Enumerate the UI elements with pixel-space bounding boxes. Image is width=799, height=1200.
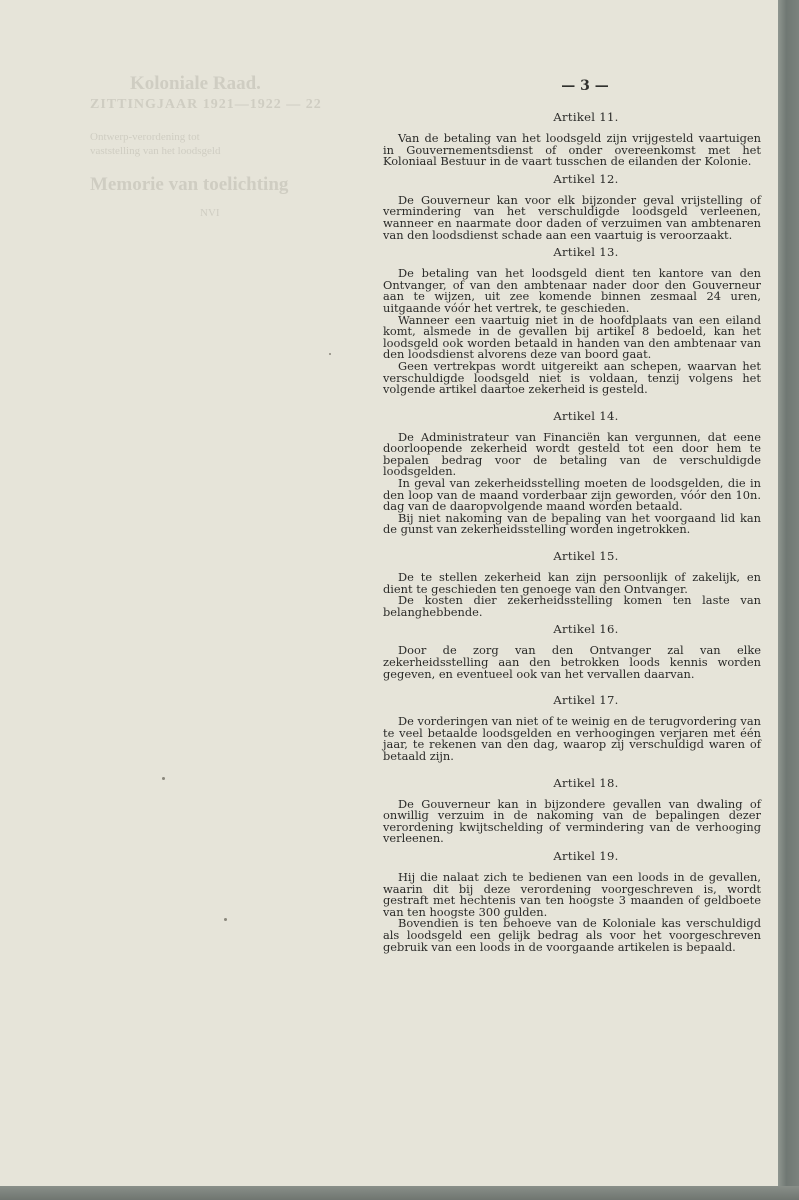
article-heading: Artikel 19. (553, 848, 619, 863)
article-paragraph: Bij niet nakoming van de bepaling van het voorgaand lid kan de gunst van zekerheidsstelling worden ingetrokken. (383, 510, 761, 537)
paper-speck (224, 918, 227, 921)
article-paragraph: De te stellen zekerheid kan zijn persoonlijk of zakelijk, en dient te geschieden ten genoege van den Ontvanger. (383, 570, 761, 596)
article-heading: Artikel 14. (553, 408, 619, 423)
article-18 (383, 776, 761, 845)
article-paragraph: In geval van zekerheidsstelling moeten de loodsgelden, die in den loop van de maand vorderbaar zijn geworden, vóór den 10n. dag van de daaropvolgende maand worden betaald. (383, 476, 761, 514)
article-paragraph: De Gouverneur kan in bijzondere gevallen van dwaling of onwillig verzuim in de nakoming van de bepalingen dezer verordening kwijtschelding of vermindering van de verhooging verleenen. (383, 796, 761, 846)
article-11 (383, 110, 761, 168)
article-paragraph: Door de zorg van den Ontvanger zal van elke zekerheidsstelling aan den betrokken loods kennis worden gegeven, en eventueel ook van het vervallen daarvan. (383, 643, 761, 681)
article-paragraph: De betaling van het loodsgeld dient ten kantore van den Ontvanger, of van den ambtenaar nader door den Gouverneur aan te wijzen, uit zee komende binnen zesmaal 24 uren, uitgaande vóór het vertrek, te geschieden. (383, 266, 761, 315)
article-heading: Artikel 17. (553, 693, 619, 708)
ghost-line: Memorie van toelichting (90, 173, 289, 195)
article-15 (383, 549, 761, 618)
article-paragraph: Hij die nalaat zich te bedienen van een loods in de gevallen, waarin dit bij deze verordening voorgeschreven is, wordt gestraft met hechtenis van ten hoogste 3 maanden of geldboete van ten hoogste 300 gulden. (383, 869, 761, 919)
page-number: — 3 — (561, 78, 609, 94)
article-17 (383, 693, 761, 762)
ghost-line: ZITTINGJAAR 1921—1922 — 22 (90, 96, 322, 112)
article-19 (383, 849, 761, 953)
text-column (383, 110, 761, 953)
article-heading: Artikel 11. (553, 110, 619, 124)
paper-speck (162, 777, 165, 780)
ghost-line: Koloniale Raad. (130, 73, 261, 94)
article-16 (383, 622, 761, 680)
article-paragraph: De Gouverneur kan voor elk bijzonder geval vrijstelling of vermindering van het verschuldigde loodsgeld verleenen, wanneer en naarmate door daden of verzuimen van ambtenaren van den loodsdienst schade aan een vaartuig is veroorzaakt. (383, 192, 761, 242)
article-heading: Artikel 18. (553, 775, 619, 790)
article-paragraph: Geen vertrekpas wordt uitgereikt aan schepen, waarvan het verschuldigde loodsgeld niet is voldaan, tenzij volgens het volgende artikel daartoe zekerheid is gesteld. (383, 358, 761, 397)
ghost-line: Ontwerp-verordening tot (90, 131, 200, 144)
ghost-line: vaststelling van het loodsgeld (90, 145, 221, 157)
article-paragraph: Wanneer een vaartuig niet in de hoofdplaats van een eiland komt, alsmede in de gevallen bij artikel 8 bedoeld, kan het loodsgeld ook worden betaald in handen van den ambtenaar van den loodsdienst alvorens deze van boord gaat. (383, 312, 761, 362)
article-14 (383, 409, 761, 536)
paper-speck (329, 353, 331, 355)
article-paragraph: De kosten dier zekerheidsstelling komen ten laste van belanghebbende. (383, 593, 761, 619)
ghost-line: NVI (200, 206, 220, 219)
article-heading: Artikel 13. (553, 245, 619, 260)
article-heading: Artikel 12. (553, 171, 619, 186)
article-paragraph: De vorderingen van niet of te weinig en de terugvordering van te veel betaalde loodsgelden en verhoogingen verjaren met één jaar, te rekenen van den dag, waarop zij verschuldigd waren of betaald zijn. (383, 714, 761, 763)
article-paragraph: De Administrateur van Financiën kan vergunnen, dat eene doorloopende zekerheid wordt gesteld tot een door hem te bepalen bedrag voor de betaling van de verschuldigde loodsgelden. (383, 429, 761, 479)
article-heading: Artikel 15. (553, 549, 619, 564)
article-heading: Artikel 16. (553, 622, 619, 637)
article-paragraph: Van de betaling van het loodsgeld zijn vrijgesteld vaartuigen in Gouvernementsdienst of onder overeenkomst met het Koloniaal Bestuur in de vaart tusschen de eilanden der Kolonie. (383, 131, 761, 169)
article-12 (383, 172, 761, 241)
show-through-text (90, 72, 350, 220)
article-paragraph: Bovendien is ten behoeve van de Koloniale kas verschuldigd als loodsgeld een gelijk bedrag als voor het voorgeschreven gebruik van een loods in de voorgaande artikelen is bepaald. (383, 916, 761, 954)
scan-edge-bottom (0, 1186, 799, 1200)
article-13 (383, 245, 761, 396)
scan-edge-right (778, 0, 799, 1200)
